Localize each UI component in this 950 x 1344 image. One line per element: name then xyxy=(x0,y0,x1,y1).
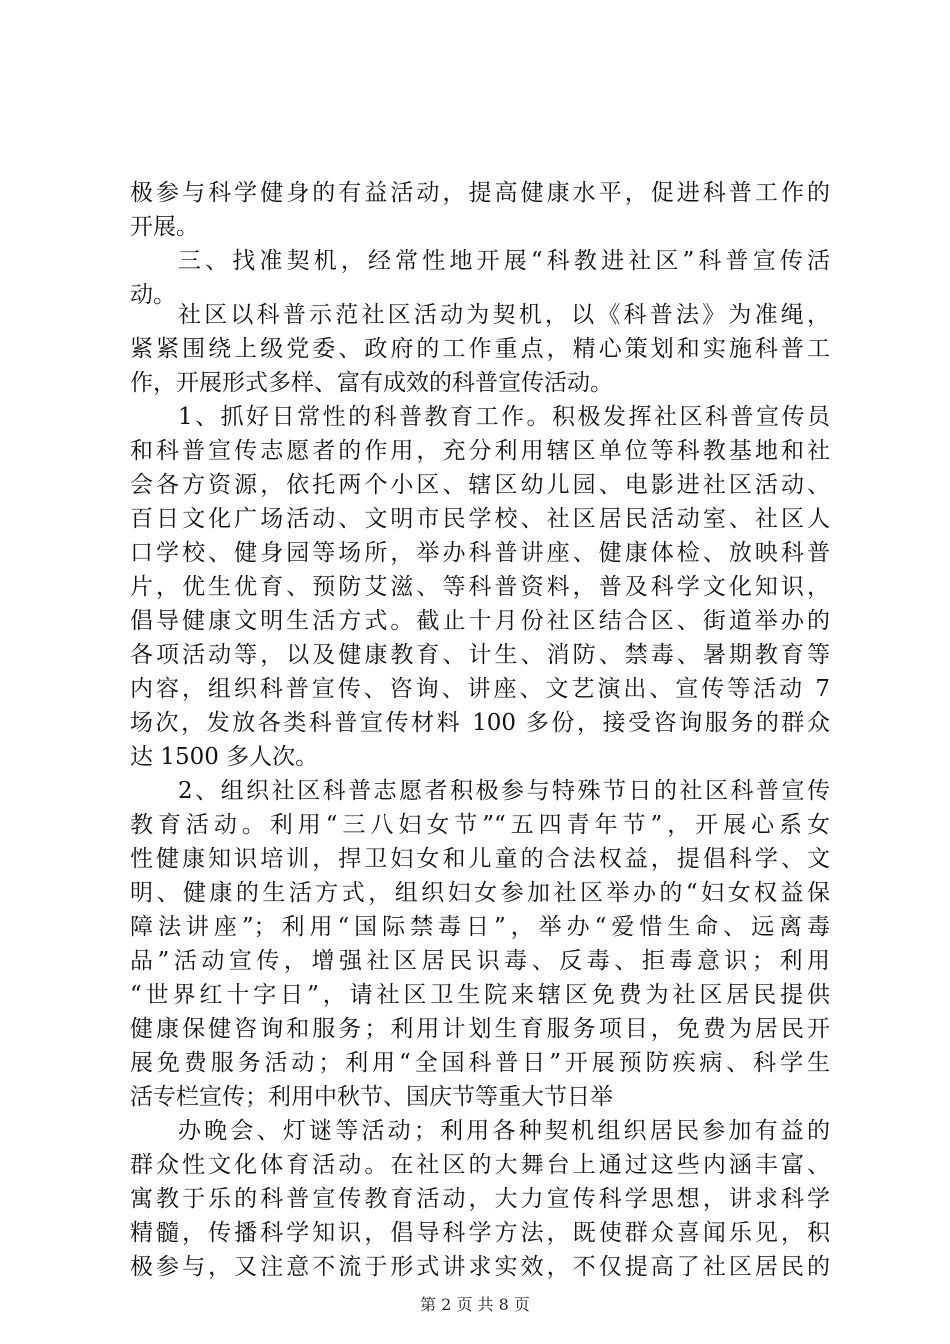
body-line: 障法讲座”；利用“国际禁毒日”，举办“爱惜生命、远离毒 xyxy=(130,914,830,940)
body-line: 极参与，又注意不流于形式讲求实效，不仅提高了社区居民的 xyxy=(130,1254,830,1280)
body-line: 百日文化广场活动、文明市民学校、社区居民活动室、社区人 xyxy=(130,506,830,532)
body-line: 活专栏宣传；利用中秋节、国庆节等重大节日举 xyxy=(130,1084,613,1110)
paragraph-start: 社区以科普示范社区活动为契机，以《科普法》为准绳， xyxy=(178,302,830,328)
body-line: 寓教于乐的科普宣传教育活动，大力宣传科学思想，讲求科学 xyxy=(130,1186,830,1212)
body-line: 动。 xyxy=(130,282,176,308)
body-line: 口学校、健身园等场所，举办科普讲座、健康体检、放映科普 xyxy=(130,540,830,566)
paragraph-start: 办晚会、灯谜等活动；利用各种契机组织居民参加有益的 xyxy=(178,1118,830,1144)
body-line: 开展。 xyxy=(130,214,199,240)
page-number-footer: 第 2 页 共 8 页 xyxy=(420,1295,530,1314)
body-line: 明、健康的生活方式，组织妇女参加社区举办的“妇女权益保 xyxy=(130,880,830,906)
body-line: 片，优生优育、预防艾滋、等科普资料，普及科学文化知识， xyxy=(130,574,830,600)
body-line: 健康保健咨询和服务；利用计划生育服务项目，免费为居民开 xyxy=(130,1016,830,1042)
body-line: 内容，组织科普宣传、咨询、讲座、文艺演出、宣传等活动 7 xyxy=(130,676,830,702)
body-line: 达 1500 多人次。 xyxy=(130,744,319,770)
body-line: 场次，发放各类科普宣传材料 100 多份，接受咨询服务的群众 xyxy=(130,710,830,736)
section-heading: 三、找准契机，经常性地开展“科教进社区”科普宣传活 xyxy=(178,248,830,274)
body-line: 性健康知识培训，捍卫妇女和儿童的合法权益，提倡科学、文 xyxy=(130,846,830,872)
body-line: 极参与科学健身的有益活动，提高健康水平，促进科普工作的 xyxy=(130,180,830,206)
body-line: 会各方资源，依托两个小区、辖区幼儿园、电影进社区活动、 xyxy=(130,472,830,498)
body-line: 教育活动。利用“三八妇女节”“五四青年节”，开展心系女 xyxy=(130,812,830,838)
paragraph-start: 2、组织社区科普志愿者积极参与特殊节日的社区科普宣传 xyxy=(178,778,830,804)
body-line: 展免费服务活动；利用“全国科普日”开展预防疾病、科学生 xyxy=(130,1050,830,1076)
paragraph-start: 1、抓好日常性的科普教育工作。积极发挥社区科普宣传员 xyxy=(178,404,830,430)
body-line: 群众性文化体育活动。在社区的大舞台上通过这些内涵丰富、 xyxy=(130,1152,830,1178)
body-line: 精髓，传播科学知识，倡导科学方法，既使群众喜闻乐见，积 xyxy=(130,1220,830,1246)
body-line: 和科普宣传志愿者的作用，充分利用辖区单位等科教基地和社 xyxy=(130,438,830,464)
body-line: 各项活动等，以及健康教育、计生、消防、禁毒、暑期教育等 xyxy=(130,642,830,668)
body-line: 紧紧围绕上级党委、政府的工作重点，精心策划和实施科普工 xyxy=(130,336,830,362)
body-line: 品”活动宣传，增强社区居民识毒、反毒、拒毒意识；利用 xyxy=(130,948,830,974)
body-line: 倡导健康文明生活方式。截止十月份社区结合区、街道举办的 xyxy=(130,608,830,634)
body-line: “世界红十字日”，请社区卫生院来辖区免费为社区居民提供 xyxy=(130,982,830,1008)
body-line: 作，开展形式多样、富有成效的科普宣传活动。 xyxy=(130,370,613,396)
